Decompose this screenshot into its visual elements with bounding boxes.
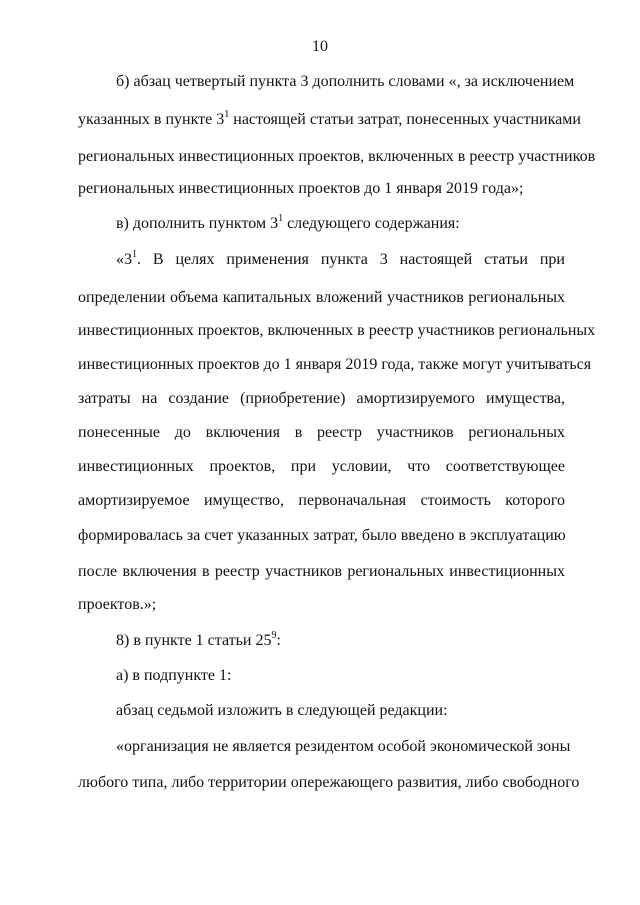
text-segment: 8) в пункте 1 статьи 25 [116,632,272,649]
superscript: 1 [278,213,284,224]
text-line-2 [78,109,581,130]
text-segment: . В целях применения пункта 3 настоящей статьи при [137,251,565,268]
text-line-8: инвестиционных проектов, включенных в реестр участников региональных [78,322,596,339]
text-line-6 [116,250,565,270]
page-number: 10 [312,38,328,55]
superscript: 9 [271,630,277,641]
text-line-4: региональных инвестиционных проектов до 1 января 2019 года»; [78,180,524,197]
superscript: 1 [224,109,230,120]
text-segment: «3 [116,251,132,268]
text-segment: настоящей статьи затрат, понесенных участниками [229,111,581,128]
text-line-12: инвестиционных проектов, при условии, что соответствующее [78,458,565,475]
text-line-14: формировалась за счет указанных затрат, было введено в эксплуатацию [78,527,566,544]
text-line-18: а) в подпункте 1: [116,667,232,684]
text-line-13: амортизируемое имущество, первоначальная стоимость которого [78,492,565,509]
text-line-16: проектов.»; [78,596,157,613]
text-line-3: региональных инвестиционных проектов, включенных в реестр участников [78,148,596,165]
text-line-19: абзац седьмой изложить в следующей редакции: [116,702,448,719]
text-segment: следующего содержания: [283,215,460,232]
text-segment: указанных в пункте 3 [78,111,225,128]
text-line-7: определении объема капитальных вложений участников региональных [78,289,565,306]
text-segment: в) дополнить пунктом 3 [116,215,279,232]
text-line-20: «организация не является резидентом особой экономической зоны [116,738,571,755]
text-line-15: после включения в реестр участников региональных инвестиционных [78,563,565,580]
text-segment: : [276,632,281,649]
text-line-21: любого типа, либо территории опережающего развития, либо свободного [78,774,580,791]
text-line-1: б) абзац четвертый пункта 3 дополнить словами «, за исключением [116,73,575,90]
text-line-9: инвестиционных проектов до 1 января 2019 года, также могут учитываться [78,356,592,373]
text-line-10: затраты на создание (приобретение) амортизируемого имущества, [78,390,565,407]
text-line-11: понесенные до включения в реестр участников региональных [78,424,565,441]
text-line-17 [116,631,565,651]
text-line-5 [116,214,565,234]
superscript: 1 [132,249,137,260]
